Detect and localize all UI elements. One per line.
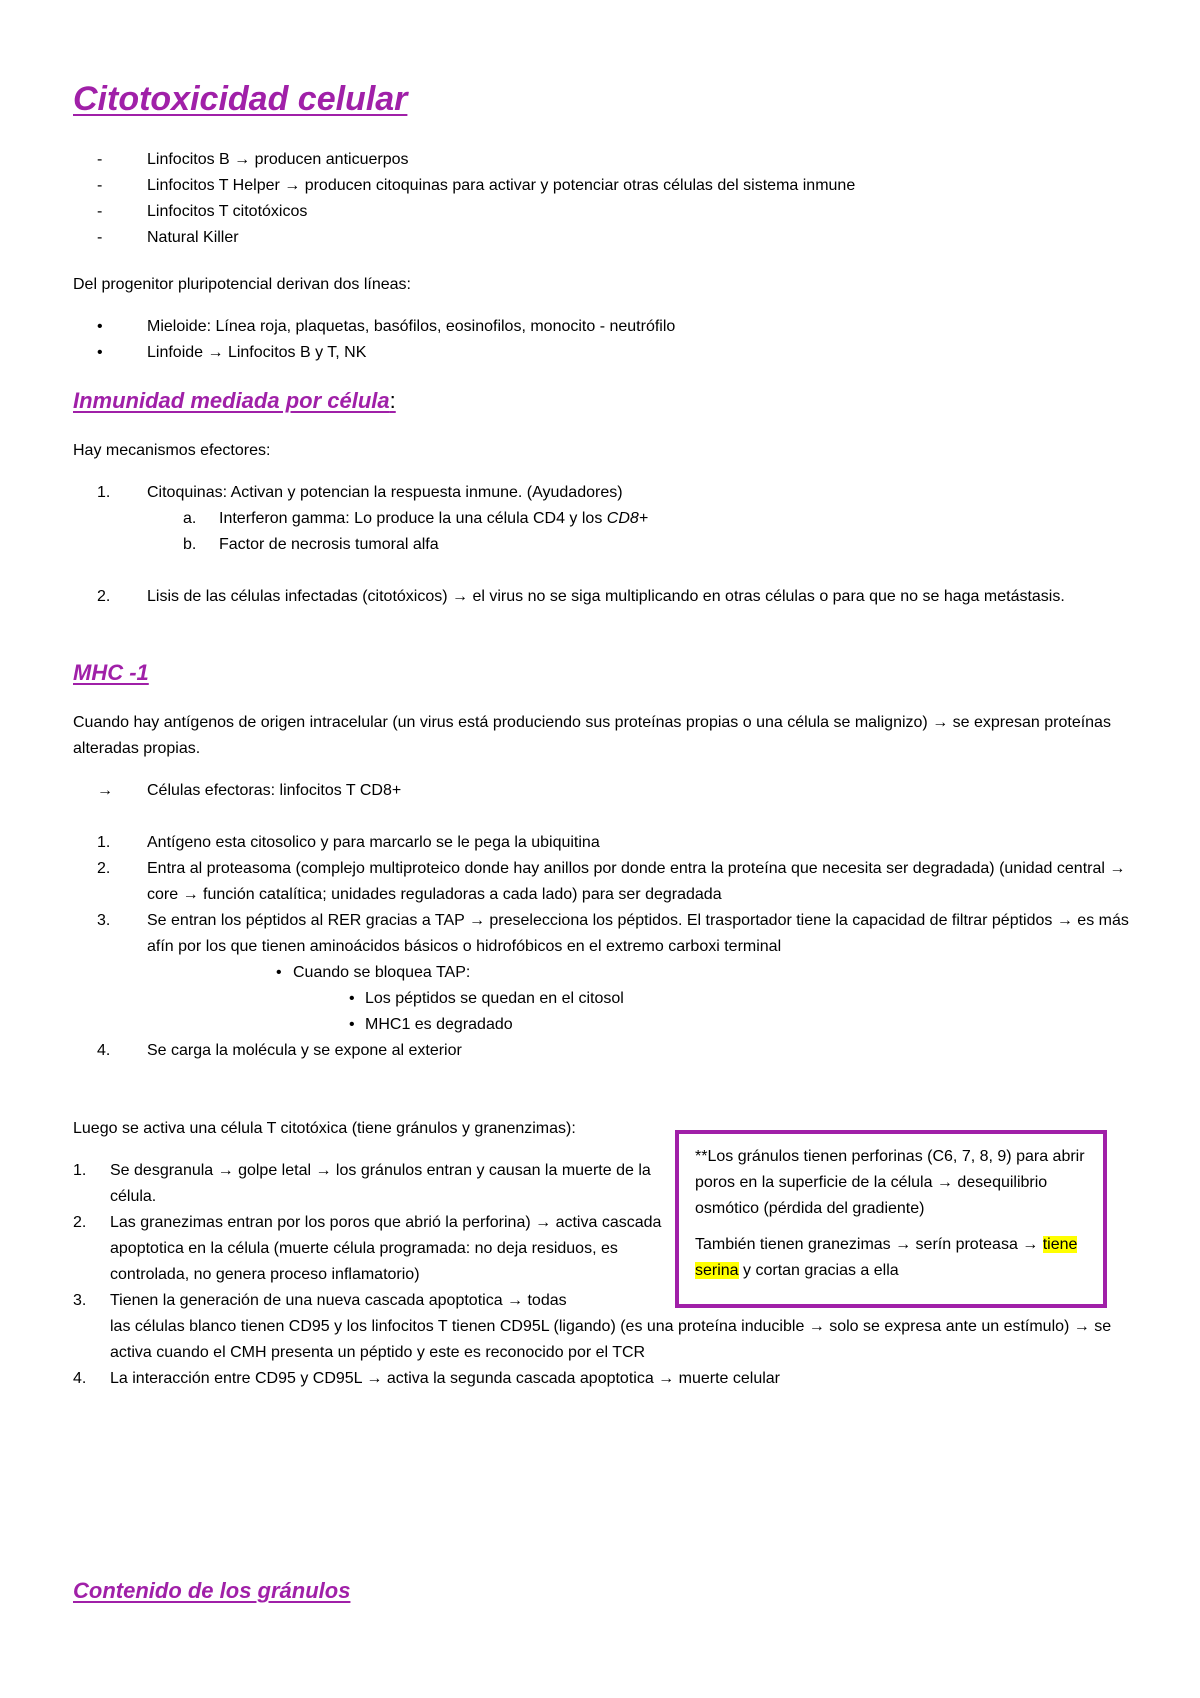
number-marker: 4. (73, 1370, 87, 1387)
list-item-text: Linfoide → Linfocitos B y T, NK (147, 344, 367, 361)
list-item (73, 1366, 1153, 1392)
number-marker: 4. (97, 1042, 111, 1059)
bullet-marker: • (349, 990, 355, 1007)
cytotoxic-steps (73, 1158, 663, 1314)
effector-list (73, 480, 1153, 558)
effector-cells (73, 778, 1153, 804)
number-marker: 1. (73, 1162, 87, 1179)
paragraph: Del progenitor pluripotencial derivan dos líneas: (73, 276, 411, 293)
list-item (73, 1210, 663, 1288)
cytotoxic-step3-continuation (110, 1314, 1140, 1366)
list-item (73, 147, 1153, 173)
note-text: **Los gránulos tienen perforinas (C6, 7, 8, 9) para abrir poros en la superficie de la célula → desequilibrio osmótico (pérdida del gradiente) (695, 1148, 1085, 1217)
list-item (73, 908, 1153, 960)
list-item-text: Factor de necrosis tumoral alfa (219, 536, 439, 553)
list-item (73, 1288, 670, 1314)
number-marker: 3. (97, 912, 111, 929)
list-item (73, 1012, 1153, 1038)
list-item (73, 584, 1153, 610)
list-item-italic: CD8+ (606, 510, 649, 527)
list-item-text: Entra al proteasoma (complejo multiproteico donde hay anillos por donde entra la proteína que necesita ser degradada) (unidad central → core → función catalítica; unidades reguladoras a cada lado) para ser degradada (147, 860, 1126, 903)
section-heading: Contenido de los gránulos (73, 1578, 351, 1603)
paragraph: Hay mecanismos efectores: (73, 442, 271, 459)
cell-types-list (73, 147, 1153, 251)
list-item-text: Citoquinas: Activan y potencian la respuesta inmune. (Ayudadores) (147, 484, 623, 501)
list-item (73, 1038, 1153, 1064)
letter-marker: a. (183, 510, 197, 527)
section-heading-block (73, 660, 149, 686)
number-marker: 2. (97, 860, 111, 877)
bullet-marker: • (349, 1016, 355, 1033)
mhc-intro (73, 710, 1133, 762)
list-item-text: Se carga la molécula y se expone al exterior (147, 1042, 462, 1059)
list-item-text: Se desgranula → golpe letal → los gránulos entran y causan la muerte de la célula. (110, 1162, 651, 1205)
number-marker: 2. (97, 588, 111, 605)
dash-marker: - (97, 229, 103, 246)
list-item (73, 532, 1153, 558)
progenitor-intro (73, 272, 411, 298)
list-item-text: Mieloide: Línea roja, plaquetas, basófilos, eosinofilos, monocito - neutrófilo (147, 318, 676, 335)
cytotoxic-intro (73, 1116, 693, 1142)
list-item-text: Los péptidos se quedan en el citosol (365, 990, 624, 1007)
list-item-text: Linfocitos T citotóxicos (147, 203, 308, 220)
dash-marker: - (97, 151, 103, 168)
section-heading: MHC -1 (73, 660, 149, 685)
list-item (73, 830, 1153, 856)
list-item (73, 986, 1153, 1012)
list-item-text: Las granezimas entran por los poros que abrió la perforina) → activa cascada apoptotica en la célula (muerte célula programada: no deja residuos, es controlada, no genera proceso inflamatorio) (110, 1214, 662, 1283)
note-text-post: y cortan gracias a ella (738, 1262, 899, 1279)
note-text-pre: También tienen granezimas → serín proteasa → (695, 1236, 1043, 1253)
effector-intro (73, 438, 270, 464)
letter-marker: b. (183, 536, 197, 553)
list-item (73, 1158, 663, 1210)
highlighted-text: tiene serina (695, 1236, 1078, 1279)
list-item-text: Tienen la generación de una nueva cascada apoptotica → todas (110, 1292, 567, 1309)
note-text-2 (695, 1232, 1087, 1284)
paragraph: Luego se activa una célula T citotóxica (tiene gránulos y granenzimas): (73, 1120, 576, 1137)
dash-marker: - (97, 203, 103, 220)
section-heading-suffix: : (389, 388, 396, 413)
bullet-marker: • (97, 344, 103, 361)
list-item (73, 340, 1153, 366)
number-marker: 2. (73, 1214, 87, 1231)
arrow-icon: → (97, 782, 113, 799)
section-heading (73, 388, 396, 414)
list-item (73, 506, 1153, 532)
list-item-text: Antígeno esta citosolico y para marcarlo se le pega la ubiquitina (147, 834, 600, 851)
bullet-marker: • (97, 318, 103, 335)
page-title: Citotoxicidad celular (73, 80, 408, 118)
number-marker: 3. (73, 1292, 87, 1309)
list-item-text: Interferon gamma: Lo produce la una célula CD4 y los (219, 510, 607, 527)
document-title-block (73, 80, 407, 119)
list-item-text: Natural Killer (147, 229, 239, 246)
mhc-steps (73, 830, 1153, 1064)
list-item-text: Lisis de las células infectadas (citotóxicos) → el virus no se siga multiplicando en otras células o para que no se haga metástasis. (147, 588, 1065, 605)
list-item (73, 856, 1153, 908)
cytotoxic-step4 (73, 1366, 1153, 1392)
list-item-text: La interacción entre CD95 y CD95L → activa la segunda cascada apoptotica → muerte celular (110, 1370, 780, 1387)
list-item-text: Se entran los péptidos al RER gracias a TAP → preselecciona los péptidos. El trasportador tiene la capacidad de filtrar péptidos → es más afín por los que tienen aminoácidos básicos o hidrofóbicos en el extremo carboxi terminal (147, 912, 1129, 955)
list-item (73, 199, 1153, 225)
list-item-text: las células blanco tienen CD95 y los linfocitos T tienen CD95L (ligando) (es una proteína inducible → solo se expresa ante un estímulo) → se activa cuando el CMH presenta un péptido y este es reconocido por el TCR (110, 1318, 1112, 1361)
list-item-text: Linfocitos B → producen anticuerpos (147, 151, 409, 168)
section-heading-text: Inmunidad mediada por célula (73, 388, 390, 413)
number-marker: 1. (97, 834, 111, 851)
list-item-text: Linfocitos T Helper → producen citoquinas para activar y potenciar otras células del sistema inmune (147, 177, 856, 194)
list-item (73, 225, 1153, 251)
bullet-marker: • (276, 964, 282, 981)
number-marker: 1. (97, 484, 111, 501)
list-item (73, 778, 1153, 804)
lineage-list (73, 314, 1153, 366)
list-item-text: MHC1 es degradado (365, 1016, 513, 1033)
section-heading-block (73, 1578, 350, 1604)
dash-marker: - (97, 177, 103, 194)
list-item-text: Células efectoras: linfocitos T CD8+ (147, 782, 402, 799)
paragraph: Cuando hay antígenos de origen intracelular (un virus está produciendo sus proteínas propias o una célula se malignizo) → se expresan proteínas alteradas propias. (73, 714, 1111, 757)
effector-list-2 (73, 584, 1153, 610)
list-item-text: Cuando se bloquea TAP: (293, 964, 471, 981)
granules-note-box (675, 1130, 1107, 1308)
section-heading-block (73, 388, 396, 414)
list-item (73, 314, 1153, 340)
list-item (73, 480, 1153, 506)
list-item (73, 173, 1153, 199)
list-item (73, 960, 1153, 986)
